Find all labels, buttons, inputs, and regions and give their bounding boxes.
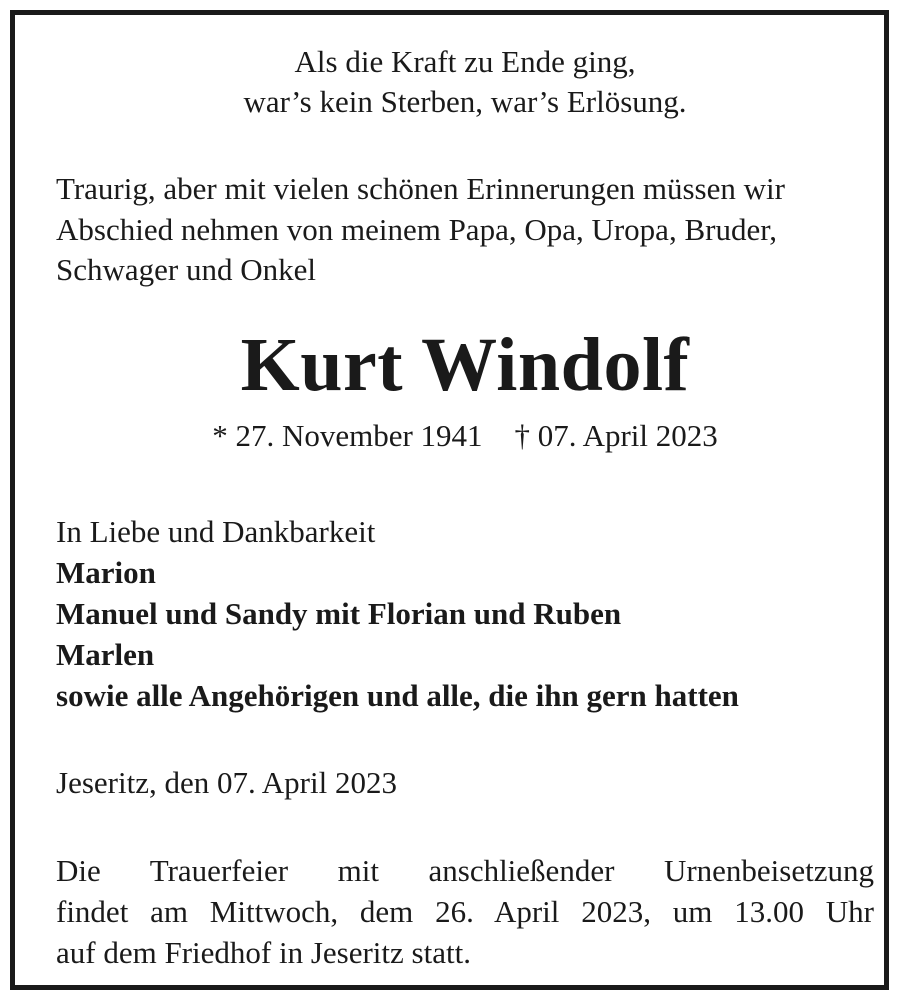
death-date: † 07. April 2023 bbox=[514, 418, 718, 453]
mourner-name: Manuel und Sandy mit Florian und Ruben bbox=[56, 596, 622, 631]
poem-line-2: war’s kein Sterben, war’s Erlösung. bbox=[243, 84, 687, 119]
place-and-date: Jeseritz, den 07. April 2023 bbox=[56, 765, 397, 800]
mourners-intro: In Liebe und Dankbarkeit bbox=[56, 514, 376, 549]
mourner-name: Marlen bbox=[56, 637, 155, 672]
mourner-name: Marion bbox=[56, 555, 156, 590]
funeral-line-1: Die Trauerfeier mit anschließender Urnenbeisetzung bbox=[56, 853, 874, 888]
birth-date: * 27. November 1941 bbox=[212, 418, 483, 453]
poem-line-1: Als die Kraft zu Ende ging, bbox=[294, 44, 636, 79]
intro-line-1: Traurig, aber mit vielen schönen Erinnerungen müssen wir bbox=[56, 171, 785, 206]
mourner-name: sowie alle Angehörigen und alle, die ihn gern hatten bbox=[56, 678, 739, 713]
life-dates bbox=[56, 416, 874, 456]
intro-line-2: Abschied nehmen von meinem Papa, Opa, Uropa, Bruder, bbox=[56, 212, 778, 247]
funeral-line-3: auf dem Friedhof in Jeseritz statt. bbox=[56, 935, 471, 970]
intro-line-3: Schwager und Onkel bbox=[56, 252, 316, 287]
funeral-line-2: findet am Mittwoch, dem 26. April 2023, um 13.00 Uhr bbox=[56, 894, 874, 929]
deceased-name: Kurt Windolf bbox=[240, 323, 690, 407]
obituary-frame bbox=[10, 10, 889, 990]
